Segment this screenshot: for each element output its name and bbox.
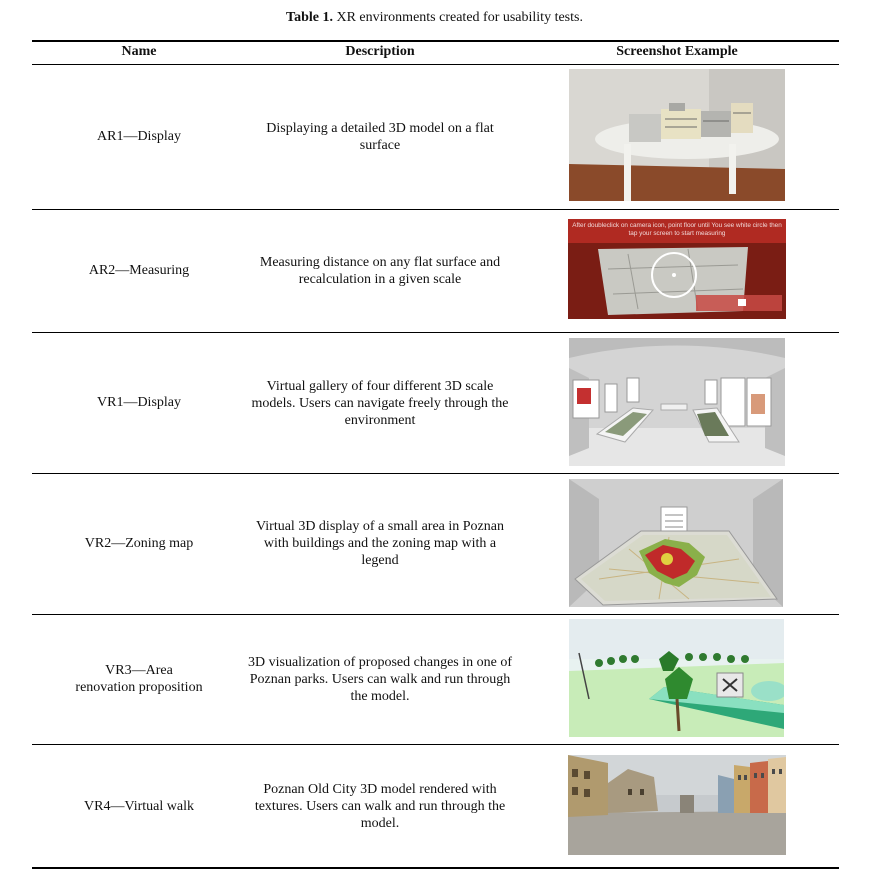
table-caption bbox=[0, 10, 869, 26]
row-divider bbox=[32, 209, 839, 210]
row-description: Virtual gallery of four different 3D scale models. Users can navigate freely through the environment bbox=[251, 379, 509, 428]
header-description: Description bbox=[345, 44, 415, 59]
row-divider bbox=[32, 473, 839, 474]
table-caption-text: XR environments created for usability tests. bbox=[332, 10, 583, 25]
row-name-line1: VR3—Area bbox=[105, 663, 173, 678]
top-rule bbox=[32, 40, 839, 42]
row-name: VR4—Virtual walk bbox=[84, 799, 194, 814]
table-caption-label: Table 1. bbox=[286, 10, 333, 25]
row-description: Displaying a detailed 3D model on a flat surface bbox=[266, 121, 494, 153]
screenshot-ar1 bbox=[569, 69, 785, 201]
screenshot-vr4 bbox=[568, 755, 786, 855]
screenshot-ar2 bbox=[568, 219, 786, 319]
row-divider bbox=[32, 744, 839, 745]
row-description: Poznan Old City 3D model rendered with textures. Users can walk and run through the model. bbox=[254, 782, 506, 831]
row-name: AR1—Display bbox=[97, 129, 181, 144]
row-description: Measuring distance on any flat surface and recalculation in a given scale bbox=[259, 255, 501, 287]
row-divider bbox=[32, 614, 839, 615]
screenshot-vr2 bbox=[569, 479, 783, 607]
header-screenshot: Screenshot Example bbox=[616, 44, 738, 59]
bottom-rule bbox=[32, 867, 839, 869]
header-name: Name bbox=[121, 44, 157, 59]
screenshot-instruction-text: After doubleclick on camera icon, point floor until You see white circle then tap your screen to start measuring bbox=[572, 222, 782, 237]
row-name: AR2—Measuring bbox=[88, 263, 190, 278]
header-rule bbox=[32, 64, 839, 65]
screenshot-vr1 bbox=[569, 338, 785, 466]
row-divider bbox=[32, 332, 839, 333]
screenshot-vr3 bbox=[569, 619, 784, 737]
row-description: Virtual 3D display of a small area in Poznan with buildings and the zoning map with a legend bbox=[256, 519, 504, 568]
row-name: VR2—Zoning map bbox=[84, 536, 194, 551]
row-name-line2: renovation proposition bbox=[75, 680, 203, 695]
row-description: 3D visualization of proposed changes in one of Poznan parks. Users can walk and run through the model. bbox=[248, 655, 512, 704]
row-name: VR1—Display bbox=[97, 395, 181, 410]
